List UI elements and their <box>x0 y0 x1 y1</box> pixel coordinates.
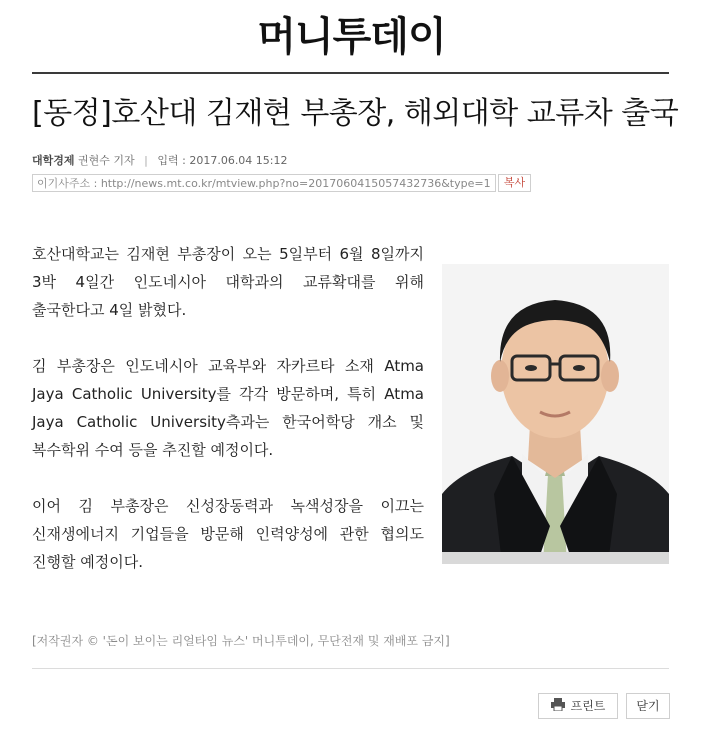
reporter-name: 권현수 기자 <box>78 154 135 167</box>
copyright-notice: [저작권자 © '돈이 보이는 리얼타임 뉴스' 머니투데이, 무단전재 및 재배포 금지] <box>32 634 450 648</box>
byline-separator: | <box>144 154 148 167</box>
close-button[interactable]: 닫기 <box>626 693 670 719</box>
footer-divider <box>32 668 669 669</box>
article-photo <box>442 264 669 564</box>
published-time: 입력 : 2017.06.04 15:12 <box>157 154 288 167</box>
print-button-label: 프린트 <box>570 699 606 713</box>
byline <box>32 152 288 168</box>
printer-icon <box>551 695 565 719</box>
section-name: 대학경제 <box>32 154 75 167</box>
article-headline: [동정]호산대 김재현 부총장, 해외대학 교류차 출국 <box>32 96 679 131</box>
site-logo[interactable]: 머니투데이 <box>257 14 446 60</box>
article-body <box>32 240 424 604</box>
article-url-field[interactable]: 이기사주소 : http://news.mt.co.kr/mtview.php?no=2017060415057432736&type=1 <box>32 174 496 192</box>
header-divider <box>32 72 669 74</box>
copy-url-button[interactable]: 복사 <box>498 174 531 192</box>
article-paragraph: 김 부총장은 인도네시아 교육부와 자카르타 소재 Atma Jaya Catholic University를 각각 방문하며, 특히 Atma Jaya Catholic University측과는 한국어학당 개소 및 복수학위 수여 등을 추진할 예정이다. <box>32 357 424 459</box>
portrait-illustration <box>442 264 669 564</box>
print-button[interactable] <box>538 693 618 719</box>
article-paragraph: 이어 김 부총장은 신성장동력과 녹색성장을 이끄는 신재생에너지 기업들을 방문해 인력양성에 관한 협의도 진행할 예정이다. <box>32 497 424 571</box>
photo-caption-bar <box>442 552 669 564</box>
article-paragraph: 호산대학교는 김재현 부총장이 오는 5일부터 6월 8일까지 3박 4일간 인도네시아 대학과의 교류확대를 위해 출국한다고 4일 밝혔다. <box>32 245 424 319</box>
